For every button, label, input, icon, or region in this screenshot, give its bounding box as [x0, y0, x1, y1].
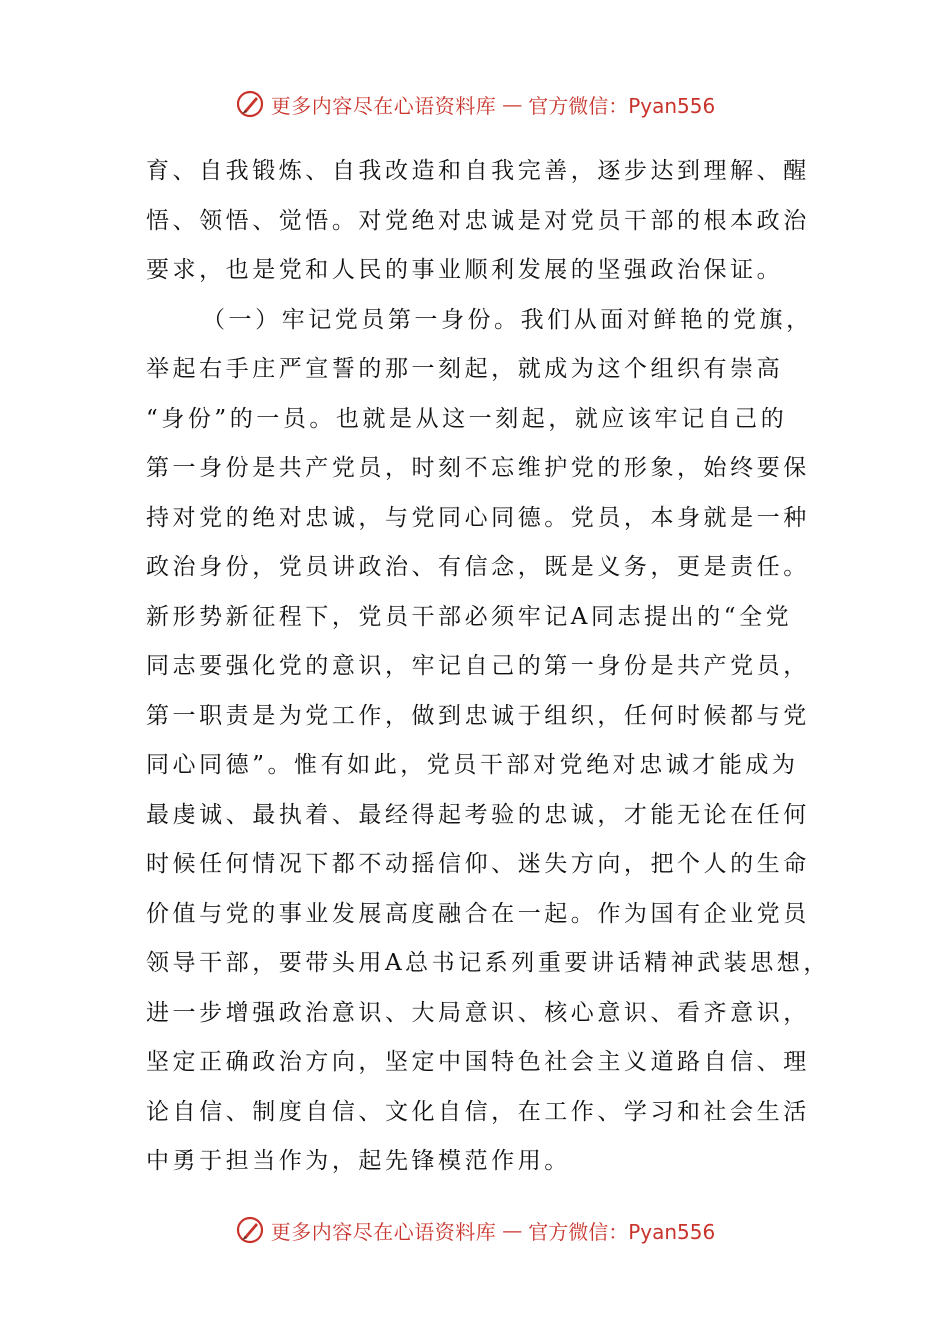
text-line: 举起右手庄严宣誓的那一刻起，就成为这个组织有崇高 [146, 356, 784, 382]
text-line: 育、自我锻炼、自我改造和自我完善，逐步达到理解、醒 [146, 158, 810, 184]
document-body [146, 147, 830, 1187]
text-line: 新形势新征程下，党员干部必须牢记A同志提出的“全党 [146, 603, 793, 630]
text-line: 悟、领悟、觉悟。对党绝对忠诚是对党员干部的根本政治 [146, 207, 810, 234]
text-line: 同心同德”。惟有如此，党员干部对党绝对忠诚才能成为 [146, 752, 799, 778]
text-line: 中勇于担当作为，起先锋模范作用。 [146, 1148, 571, 1174]
text-line: 第一身份是共产党员，时刻不忘维护党的形象，始终要保 [146, 455, 810, 481]
banner-contact: 官方微信：Pyan556 [528, 93, 716, 118]
text-line: 坚定正确政治方向，坚定中国特色社会主义道路自信、理 [146, 1049, 810, 1075]
text-line: 持对党的绝对忠诚，与党同心同德。党员，本身就是一种 [146, 504, 810, 531]
text-line: 论自信、制度自信、文化自信，在工作、学习和社会生活 [146, 1098, 810, 1125]
quill-logo-icon [235, 1215, 265, 1245]
text-line: 同志要强化党的意识，牢记自己的第一身份是共产党员， [146, 653, 810, 679]
banner-slogan: 更多内容尽在心语资料库 [270, 93, 497, 118]
text-line: “身份”的一员。也就是从这一刻起，就应该牢记自己的 [146, 405, 788, 432]
text-line: 价值与党的事业发展高度融合在一起。作为国有企业党员 [146, 900, 810, 927]
header-banner [0, 86, 950, 122]
text-line: 时候任何情况下都不动摇信仰、迷失方向，把个人的生命 [146, 851, 810, 877]
footer-banner [0, 1212, 950, 1248]
banner-dash: — [502, 92, 523, 116]
banner-dash: — [502, 1218, 523, 1242]
text-line: 政治身份，党员讲政治、有信念，既是义务，更是责任。 [146, 554, 810, 580]
text-line: 领导干部，要带头用A总书记系列重要讲话精神武装思想， [146, 950, 830, 976]
text-line: 进一步增强政治意识、大局意识、核心意识、看齐意识， [146, 999, 810, 1026]
text-line: 要求，也是党和人民的事业顺利发展的坚强政治保证。 [146, 257, 784, 283]
banner-slogan: 更多内容尽在心语资料库 [270, 1219, 497, 1244]
quill-logo-icon [235, 89, 265, 119]
banner-contact: 官方微信：Pyan556 [528, 1219, 716, 1244]
section-heading-line: （一）牢记党员第一身份。我们从面对鲜艳的党旗， [202, 306, 813, 333]
text-line: 最虔诚、最执着、最经得起考验的忠诚，才能无论在任何 [146, 801, 810, 828]
text-line: 第一职责是为党工作，做到忠诚于组织，任何时候都与党 [146, 702, 810, 729]
